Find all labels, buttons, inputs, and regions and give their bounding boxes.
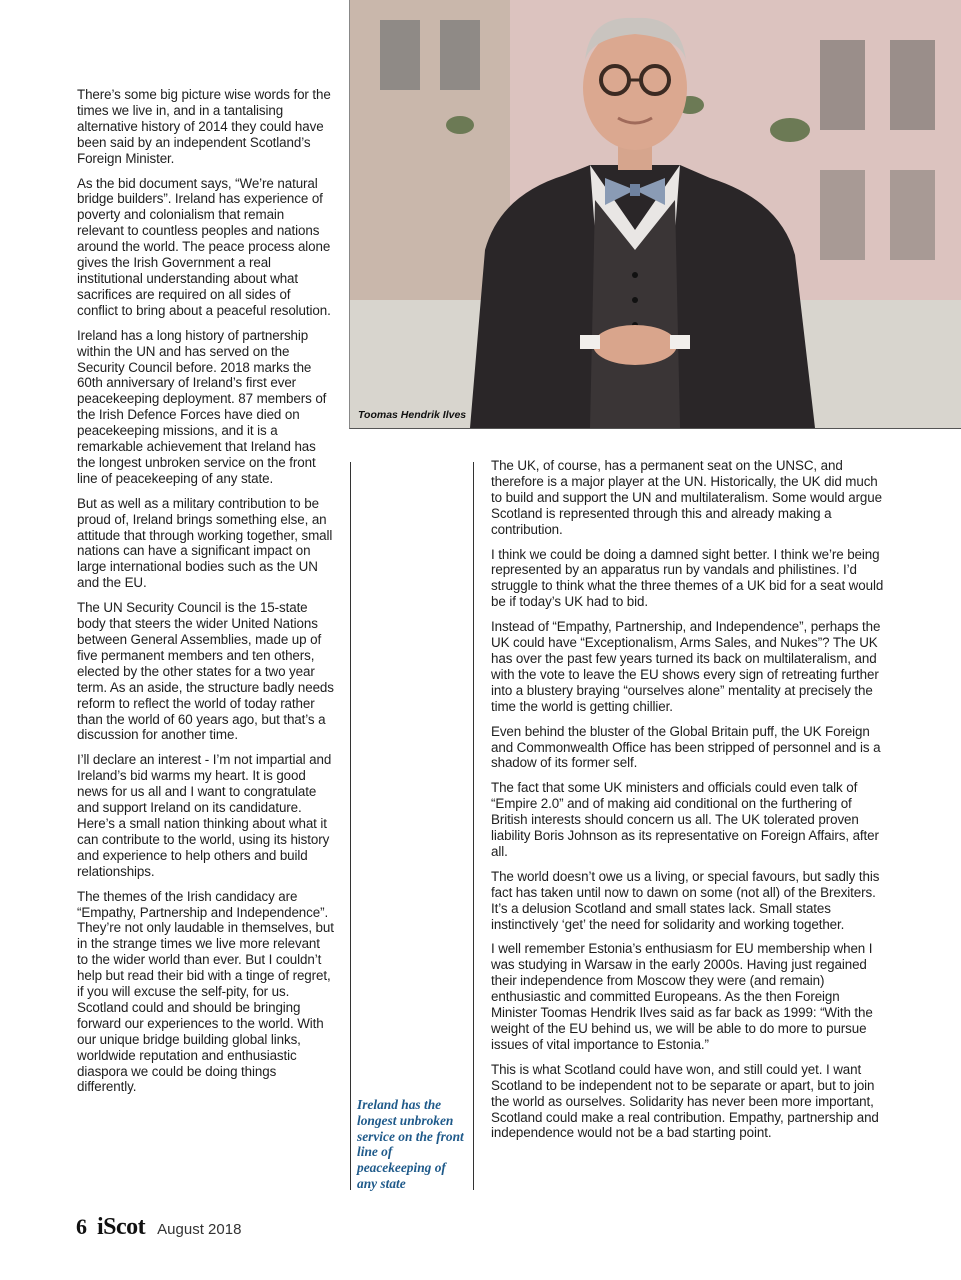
paragraph: But as well as a military contribution to be proud of, Ireland brings something else, an attitude that through working together, small nations can have a significant impact on large international bodies such as the UN and the EU. — [77, 495, 333, 591]
portrait-illustration — [350, 0, 961, 428]
paragraph: I’ll declare an interest - I’m not impartial and Ireland’s bid warms my heart. It is good news for us all and I want to congratulate and support Ireland on its candidature. Here’s a small nation thinking about what it can contribute to the world, using its history and experience to help others and build relationships. — [77, 752, 332, 879]
left-article-column — [77, 87, 334, 1104]
paragraph: Instead of “Empathy, Partnership, and Independence”, perhaps the UK could have “Exceptionalism, Arms Sales, and Nukes”? The UK has over the past few years turned its back on multilateralism, and with the vote to leave the EU shows every sign of retreating further into a blustery braying “ourselves alone” mentality at precisely the time the world is getting chillier. — [491, 619, 881, 714]
paragraph: There’s some big picture wise words for the times we live in, and in a tantalising alternative history of 2014 they could have been said by an independent Scotland’s Foreign Minister. — [77, 87, 331, 166]
paragraph: The fact that some UK ministers and officials could even talk of “Empire 2.0” and of making aid conditional on the furthering of British interests should concern us all. The UK tolerated proven liability Boris Johnson as its representative on Foreign Affairs, after all. — [491, 780, 879, 859]
page-number: 6 — [76, 1214, 87, 1239]
paragraph: Even behind the bluster of the Global Britain puff, the UK Foreign and Commonwealth Office has been stripped of personnel and is a shadow of its former self. — [491, 723, 881, 771]
portrait-photo — [349, 0, 961, 429]
paragraph: I well remember Estonia’s enthusiasm for EU membership when I was studying in Warsaw in the early 2000s. Having just regained their independence from Moscow they were (and remain) enthusiastic and committed Europeans. As the then Foreign Minister Toomas Hendrik Ilves said as far back as 1999: “With the weight of the EU behind us, we will be able to do more to pursue issues of vital importance to Estonia.” — [491, 941, 873, 1052]
issue-date: August 2018 — [157, 1221, 242, 1238]
pull-quote-divider-left — [350, 462, 351, 1190]
paragraph: I think we could be doing a damned sight better. I think we’re being represented by an apparatus run by vandals and philistines. I’d struggle to think what the three themes of a UK bid for a seat would be if today’s UK had to bid. — [491, 546, 884, 610]
paragraph: This is what Scotland could have won, and still could yet. I want Scotland to be independent not to be separate or apart, but to join the world as ourselves. Solidarity has never been more important, Scotland could make a real contribution. Empathy, partnership and independence would not be a bad starting point. — [491, 1061, 879, 1141]
paragraph: The themes of the Irish candidacy are “Empathy, Partnership and Independence”. They’re not only laudable in themselves, but in the strange times we live more relevant to the wider world than ever. But I couldn’t help but read their bid with a tinge of regret, if you will excuse the self-pity, for us. Scotland could and should be bringing forward our experiences to the world. With our unique bridge building global links, worldwide reputation and enthusiastic diaspora we could be doing things differently. — [77, 888, 334, 1095]
paragraph: The UN Security Council is the 15-state body that steers the wider United Nations between General Assemblies, made up of five permanent members and ten others, elected by the other states for a two year term. As an aside, the structure badly needs reform to reflect the world of today rather than the world of 60 years ago, but that’s a discussion for another time. — [77, 600, 334, 743]
paragraph: The UK, of course, has a permanent seat on the UNSC, and therefore is a major player at the UN. Historically, the UK did much to build and support the UN and multilateralism. Some would argue Scotland is represented through this and already making a contribution. — [491, 458, 882, 537]
pull-quote-divider-right — [473, 462, 474, 1190]
page-footer — [76, 1214, 241, 1244]
photo-caption: Toomas Hendrik Ilves — [358, 409, 467, 421]
paragraph: The world doesn’t owe us a living, or special favours, but sadly this fact has taken until now to dawn on some (not all) of the Brexiters. It’s a delusion Scotland and small states lack. Small states instinctively ‘get’ the need for solidarity and working together. — [491, 868, 880, 932]
right-article-column — [491, 458, 889, 1150]
paragraph: Ireland has a long history of partnership within the UN and has served on the Security Council before. 2018 marks the 60th anniversary of Ireland’s first ever peacekeeping deployment. 87 members of the Irish Defence Forces have died on peacekeeping missions, and it is a remarkable achievement that Ireland has the longest unbroken service on the front line of peacekeeping of any state. — [77, 327, 327, 486]
paragraph: As the bid document says, “We’re natural bridge builders”. Ireland has experience of poverty and colonialism that remain relevant to countless peoples and nations around the world. The peace process alone gives the Irish Government a real institutional understanding about what sacrifices are required on all sides of conflict to bring about a peaceful resolution. — [77, 175, 331, 318]
masthead-logo: iScot — [97, 1214, 146, 1240]
pull-quote: Ireland has the longest unbroken service on the front line of peacekeeping of any state — [357, 1097, 464, 1191]
